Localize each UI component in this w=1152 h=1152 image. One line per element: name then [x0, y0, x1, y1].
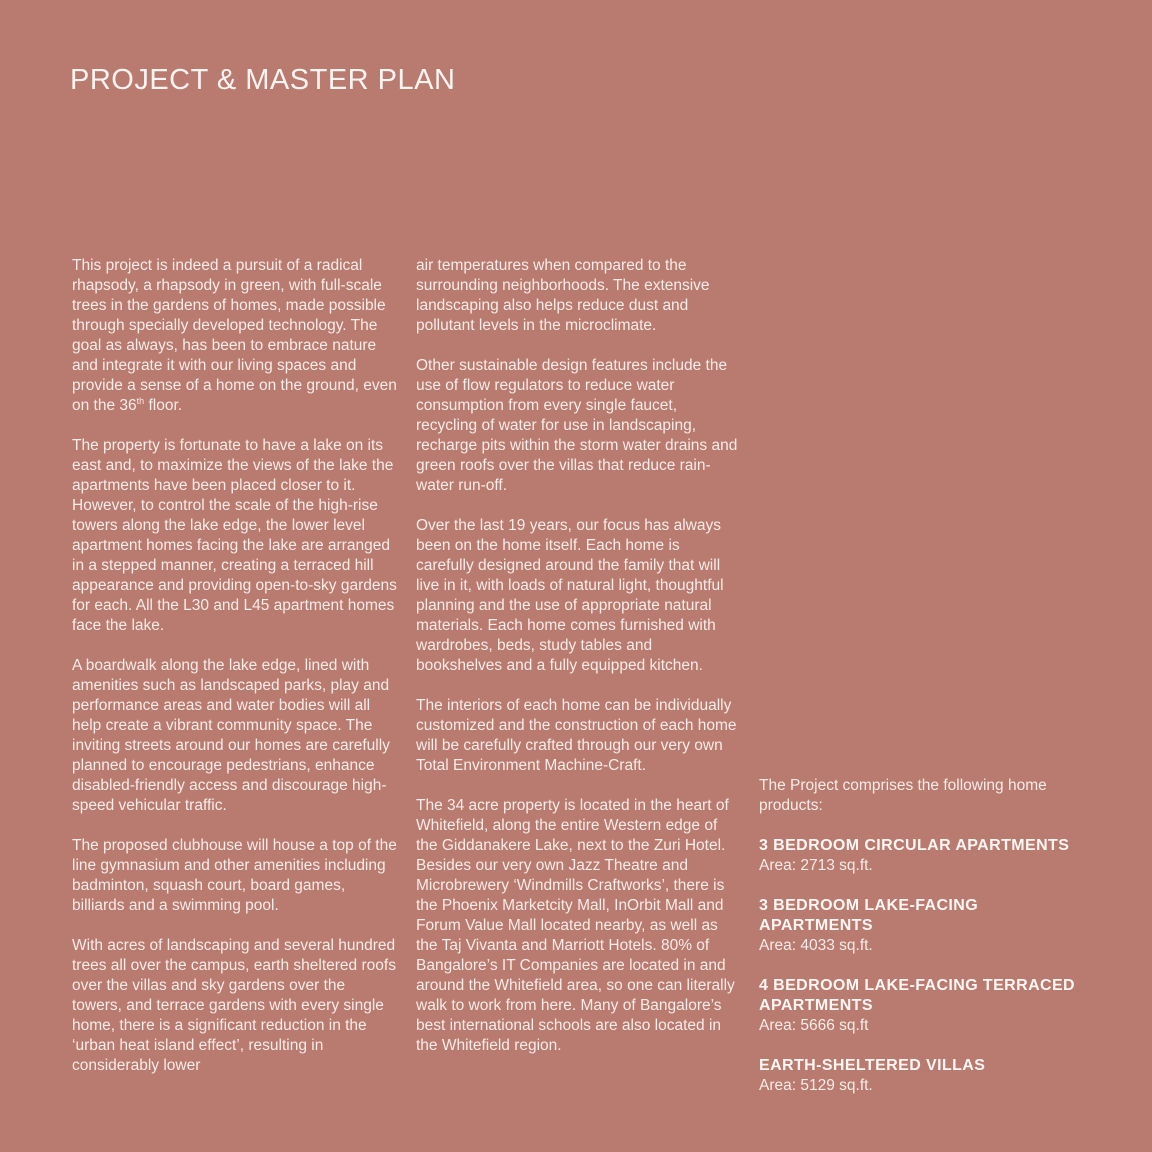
product-name: 4 BEDROOM LAKE-FACING TERRACED APARTMENTS: [759, 977, 1076, 1014]
product-area: Area: 5129 sq.ft.: [759, 1077, 873, 1094]
paragraph: [72, 256, 397, 416]
paragraph: With acres of landscaping and several hundred trees all over the campus, earth sheltered roofs over the villas and sky gardens over the towers, and terrace gardens with every single home, there is a significant reduction in the ‘urban heat island effect’, resulting in considerably lower: [72, 937, 396, 1074]
product-item: [759, 1056, 1089, 1096]
product-item: [759, 896, 1089, 956]
paragraph: The 34 acre property is located in the heart of Whitefield, along the entire Western edge of the Giddanakere Lake, next to the Zuri Hotel. Besides our very own Jazz Theatre and Microbrewery ‘Windmills Craftworks’, there is the Phoenix Marketcity Mall, InOrbit Mall and Forum Value Mall located nearby, as well as the Taj Vivanta and Marriott Hotels. 80% of Bangalore’s IT Companies are located in and around the Whitefield area, so one can literally walk to work from here. Many of Bangalore’s best international schools are also located in the Whitefield region.: [416, 797, 735, 1054]
product-name: 3 BEDROOM LAKE-FACING APARTMENTS: [759, 897, 979, 934]
product-name: EARTH-SHELTERED VILLAS: [759, 1057, 986, 1074]
home-products-column: [759, 776, 1089, 1096]
product-item: [759, 836, 1089, 876]
products-intro: The Project comprises the following home products:: [759, 777, 1047, 814]
page-title: PROJECT & MASTER PLAN: [70, 64, 456, 96]
product-area: Area: 4033 sq.ft.: [759, 937, 873, 954]
ordinal-suffix: th: [136, 395, 145, 406]
product-item: [759, 976, 1089, 1036]
text-column-2: [416, 256, 741, 1056]
paragraph: The interiors of each home can be individually customized and the construction of each home will be carefully crafted through our very own Total Environment Machine-Craft.: [416, 697, 737, 774]
product-name: 3 BEDROOM CIRCULAR APARTMENTS: [759, 837, 1070, 854]
paragraph: Other sustainable design features include the use of flow regulators to reduce water consumption from every single faucet, recycling of water for use in landscaping, recharge pits within the storm water drains and green roofs over the villas that reduce rain-water run-off.: [416, 357, 738, 494]
text-column-1: [72, 256, 397, 1076]
paragraph: A boardwalk along the lake edge, lined with amenities such as landscaped parks, play and performance areas and water bodies will all help create a vibrant community space. The inviting streets around our homes are carefully planned to encourage pedestrians, enhance disabled-friendly access and discourage high-speed vehicular traffic.: [72, 657, 390, 814]
paragraph: Over the last 19 years, our focus has always been on the home itself. Each home is carefully designed around the family that will live in it, with loads of natural light, thoughtful planning and the use of appropriate natural materials. Each home comes furnished with wardrobes, beds, study tables and bookshelves and a fully equipped kitchen.: [416, 517, 724, 674]
paragraph-text: This project is indeed a pursuit of a radical rhapsody, a rhapsody in green, with full-scale trees in the gardens of homes, made possible through specially developed technology. The goal as always, has been to embrace nature and integrate it with our living spaces and provide a sense of a home on the ground, even on the 36: [72, 257, 397, 414]
product-area: Area: 2713 sq.ft.: [759, 857, 873, 874]
paragraph-text: floor.: [144, 397, 183, 414]
paragraph: The proposed clubhouse will house a top of the line gymnasium and other amenities including badminton, squash court, board games, billiards and a swimming pool.: [72, 837, 397, 914]
paragraph: air temperatures when compared to the surrounding neighborhoods. The extensive landscaping also helps reduce dust and pollutant levels in the microclimate.: [416, 257, 710, 334]
product-area: Area: 5666 sq.ft: [759, 1017, 869, 1034]
paragraph: The property is fortunate to have a lake on its east and, to maximize the views of the lake the apartments have been placed closer to it. However, to control the scale of the high-rise towers along the lake edge, the lower level apartment homes facing the lake are arranged in a stepped manner, creating a terraced hill appearance and providing open-to-sky gardens for each. All the L30 and L45 apartment homes face the lake.: [72, 437, 397, 634]
